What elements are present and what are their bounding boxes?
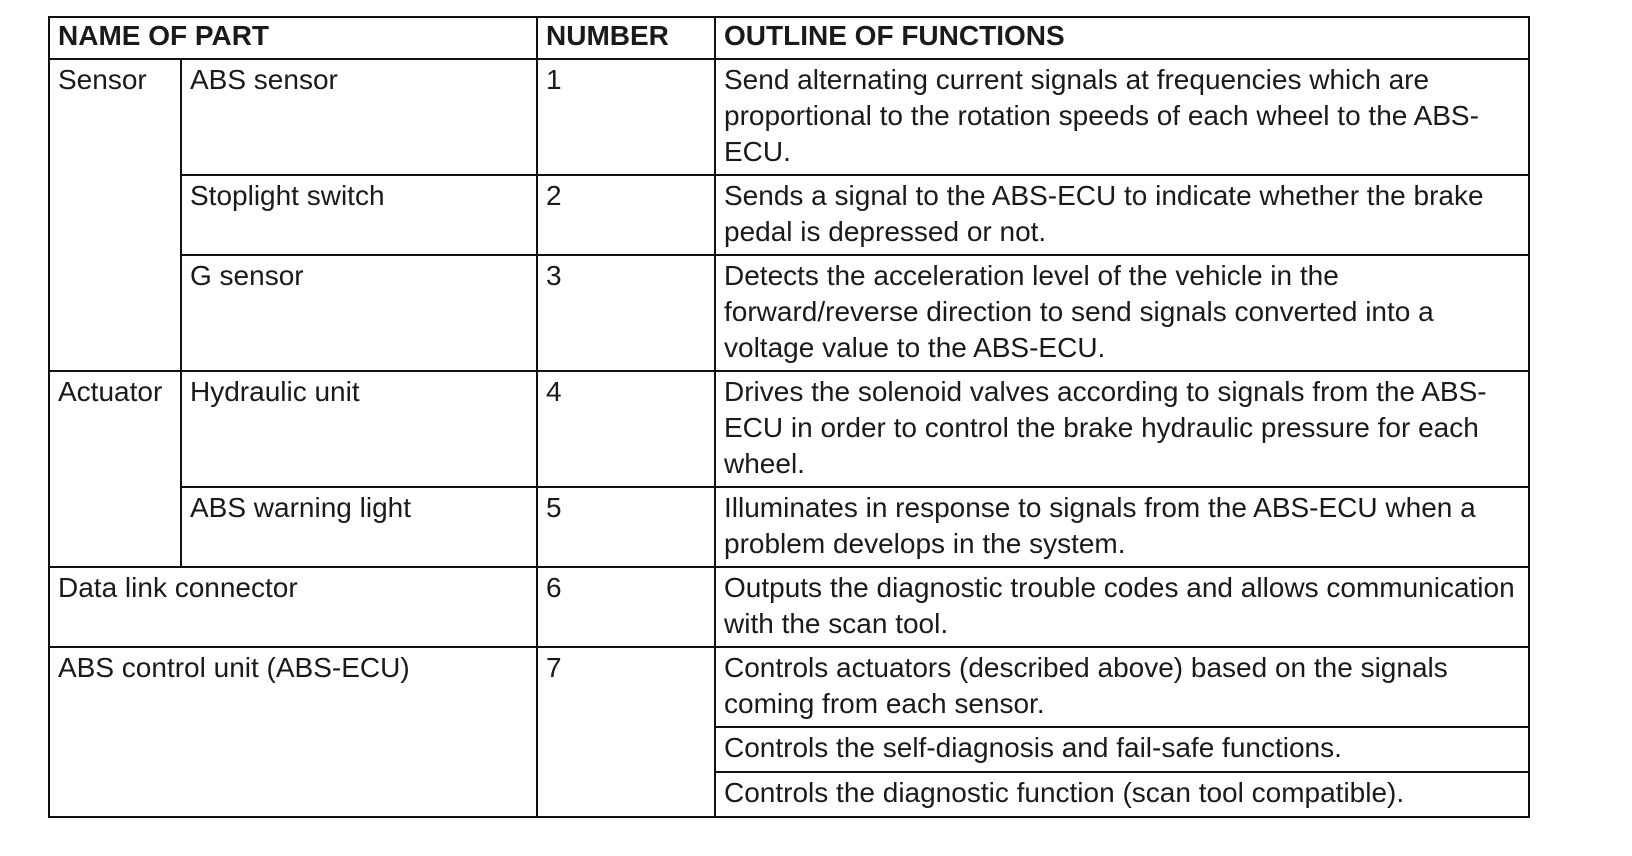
- table-row: [49, 487, 1529, 567]
- part-number: 5: [537, 487, 715, 567]
- part-name: ABS control unit (ABS-ECU): [49, 647, 537, 817]
- part-number: 1: [537, 59, 715, 175]
- table-row: [49, 175, 1529, 255]
- part-function: Detects the acceleration level of the vehicle in the forward/reverse direction to send signals converted into a voltage value to the ABS-ECU.: [715, 255, 1529, 371]
- part-function: Controls the diagnostic function (scan tool compatible).: [715, 772, 1529, 817]
- part-function: Controls the self-diagnosis and fail-safe functions.: [715, 727, 1529, 772]
- part-name: G sensor: [181, 255, 537, 371]
- part-function: Controls actuators (described above) based on the signals coming from each sensor.: [715, 647, 1529, 727]
- part-name: ABS sensor: [181, 59, 537, 175]
- table-header-row: [49, 17, 1529, 59]
- part-name: ABS warning light: [181, 487, 537, 567]
- table-row: [49, 371, 1529, 487]
- table-row: [49, 255, 1529, 371]
- header-number: NUMBER: [537, 17, 715, 59]
- part-function: Sends a signal to the ABS-ECU to indicate whether the brake pedal is depressed or not.: [715, 175, 1529, 255]
- part-number: 2: [537, 175, 715, 255]
- part-number: 3: [537, 255, 715, 371]
- header-outline-of-functions: OUTLINE OF FUNCTIONS: [715, 17, 1529, 59]
- part-number: 7: [537, 647, 715, 817]
- part-function: Drives the solenoid valves according to signals from the ABS-ECU in order to control the brake hydraulic pressure for each wheel.: [715, 371, 1529, 487]
- part-function: Send alternating current signals at frequencies which are proportional to the rotation speeds of each wheel to the ABS-ECU.: [715, 59, 1529, 175]
- table-row: [49, 567, 1529, 647]
- group-label-actuator: Actuator: [49, 371, 181, 567]
- part-number: 6: [537, 567, 715, 647]
- part-name: Data link connector: [49, 567, 537, 647]
- header-name-of-part: NAME OF PART: [49, 17, 537, 59]
- parts-function-table: [48, 16, 1530, 818]
- part-name: Stoplight switch: [181, 175, 537, 255]
- group-label-sensor: Sensor: [49, 59, 181, 371]
- part-name: Hydraulic unit: [181, 371, 537, 487]
- table-row: [49, 59, 1529, 175]
- part-number: 4: [537, 371, 715, 487]
- part-function: Illuminates in response to signals from the ABS-ECU when a problem develops in the system.: [715, 487, 1529, 567]
- table-row: [49, 647, 1529, 727]
- part-function: Outputs the diagnostic trouble codes and allows communication with the scan tool.: [715, 567, 1529, 647]
